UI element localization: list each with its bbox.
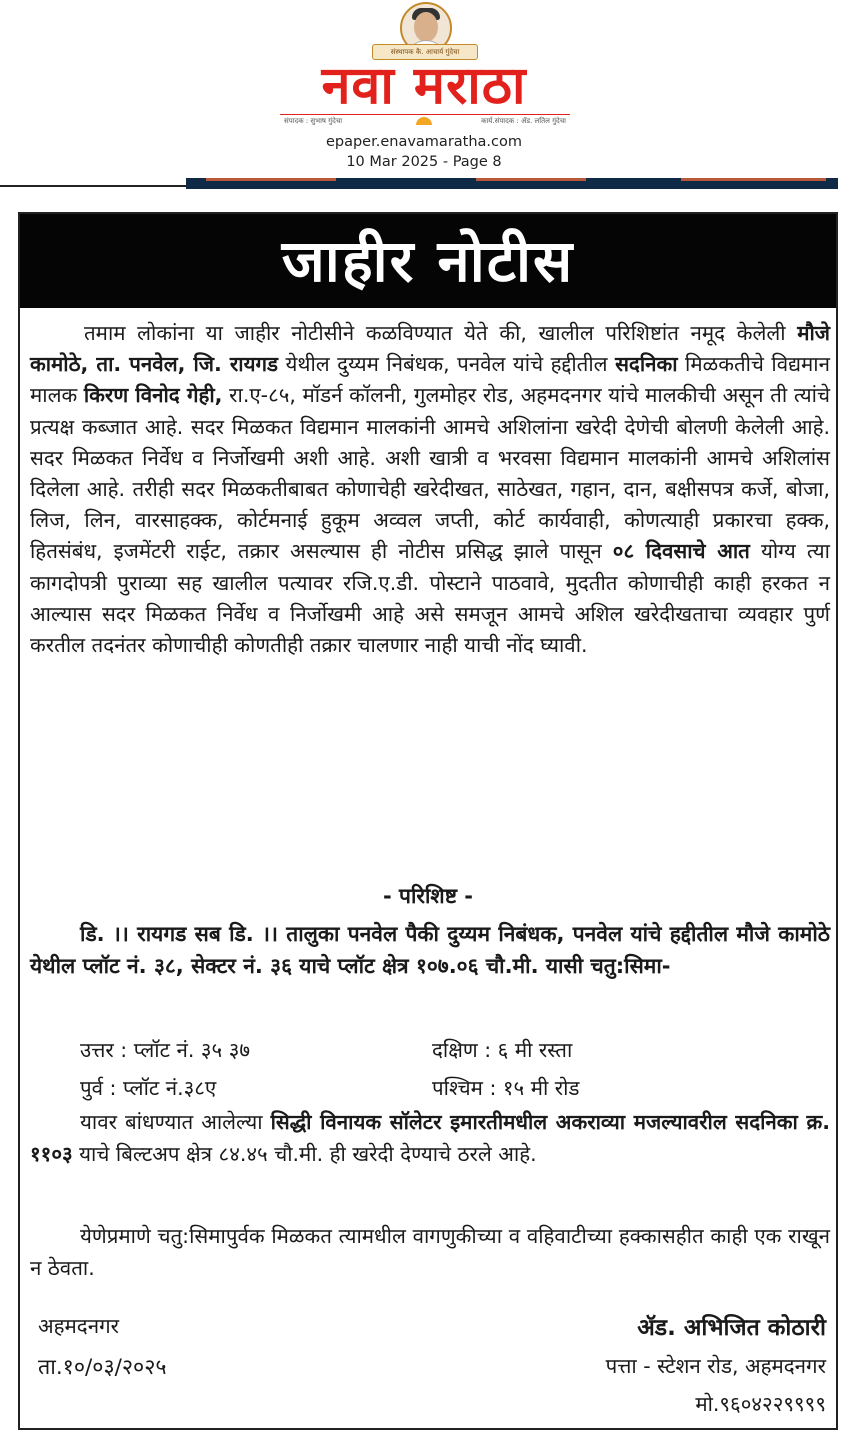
founder-ribbon: संस्थापक कै. आचार्य गुंदेचा (372, 44, 478, 60)
property-type: सदनिका (615, 352, 678, 377)
body-text-2: येथील दुय्यम निबंधक, पनवेल यांचे हद्दीतील (285, 352, 608, 377)
closing-statement: येणेप्रमाणे चतु:सिमापुर्वक मिळकत त्यामधील वागणुकीच्या व वहिवाटीच्या हक्कासहीत काही एक राखून न ठेवता. (30, 1224, 830, 1280)
exec-editor-name: कार्य.संपादक : ॲड. लतिल गुंदेचा (481, 117, 566, 125)
annexure-description: डि. ।। रायगड सब डि. ।। तालुका पनवेल पैकी दुय्यम निबंधक, पनवेल यांचे हद्दीतील मौजे कामोठे येथील प्लॉट नं. ३८, सेक्टर नं. ३६ याचे प्लॉट क्षेत्र १०७.०६ चौ.मी. यासी चतु:सिमा- (30, 922, 830, 978)
public-notice (18, 212, 838, 1430)
header-rule (0, 185, 186, 187)
flat-text-1: यावर बांधण्यात आलेल्या (80, 1110, 263, 1134)
footer-date: ता.१०/०३/२०२५ (38, 1355, 167, 1380)
flat-text-2: याचे बिल्टअप क्षेत्र ८४.४५ चौ.मी. ही खरेदी देण्याचे ठरले आहे. (79, 1142, 537, 1166)
notice-body (30, 318, 830, 661)
annexure-title: - परिशिष्ट - (383, 884, 473, 908)
body-text-3: मिळकतीचे विद्यमान मालक (30, 352, 830, 408)
body-text-1: तमाम लोकांना या जाहीर नोटीसीने कळविण्यात येते की, खालील परिशिष्टांत नमूद केलेली (84, 321, 786, 345)
editor-strip (280, 114, 570, 127)
boundary-east: पुर्व : प्लॉट नं.३८ए (80, 1076, 217, 1100)
portrait-face (414, 12, 438, 42)
building-flat-name: सिद्धी विनायक सॉलेटर इमारतीमधील अकराव्या मजल्यावरील सदनिका क्र. ११०३ (30, 1110, 830, 1166)
property-location: मौजे कामोठे, ता. पनवेल, जि. रायगड (30, 321, 830, 377)
body-text-5: योग्य त्या कागदोपत्री पुराव्या सह खालील पत्यावर रजि.ए.डी. पोस्टाने पाठवावे, मुदतीत कोणाचीही काही हरकत न आल्यास सदर मिळकत निर्वेध व निर्जोखमी आहे असे समजून आमचे अशिल खरेदीखताचा व्यवहार पुर्ण करतील तदनंतर कोणाचीही कोणतीही तक्रार चालणार नाही याची नोंद घ्यावी. (30, 539, 830, 658)
advocate-address: पत्ता - स्टेशन रोड, अहमदनगर (605, 1354, 826, 1378)
boundary-north: उत्तर : प्लॉट नं. ३५ ३७ (80, 1038, 251, 1062)
sun-icon (416, 117, 432, 125)
epaper-url: epaper.enavamaratha.com (325, 134, 523, 150)
editor-name: संपादक : सुभाष गुंदेचा (284, 117, 343, 125)
notice-title: जाहीर नोटीस (20, 214, 836, 308)
body-text-4: रा.ए-८५, मॉडर्न कॉलनी, गुलमोहर रोड, अहमदनगर यांचे मालकीची असून ती त्यांचे प्रत्यक्ष कब्जात आहे. सदर मिळकत विद्यमान मालकांनी आमचे अशिलांना खरेदी देणेची बोलणी केलेली आहे. सदर मिळकत निर्वेध व निर्जोखमी अशी आहे. अशी खात्री व भरवसा विद्यमान मालकांनी आमचे अशिलांस दिलेला आहे. तरीही सदर मिळकतीबाबत कोणाचेही खरेदीखत, साठेखत, गहान, दान, बक्षीसपत्र कर्जे, बोजा, लिज, लिन, वारसाहक्क, कोर्टमनाई हुकूम अव्वल जप्ती, कोर्ट कार्यवाही, कोणत्याही प्रकारचा हक्क, हितसंबंध, इजमेंटरी राईट, तक्रार असल्यास ही नोटीस प्रसिद्ध झाले पासून (30, 383, 830, 564)
objection-period: ०८ दिवसाचे आत (612, 539, 750, 564)
newspaper-logo: नवा मराठा (321, 56, 527, 116)
edition-date: 10 Mar 2025 - Page 8 (346, 154, 502, 170)
footer-city: अहमदनगर (38, 1314, 119, 1338)
boundary-west: पश्चिम : १५ मी रोड (432, 1076, 580, 1100)
owner-name: किरण विनोद गेही, (83, 383, 223, 408)
header-band (186, 178, 838, 189)
flat-details (30, 1106, 830, 1170)
newspaper-masthead (0, 0, 848, 190)
advocate-name: ॲड. अभिजित कोठारी (637, 1315, 826, 1341)
boundary-south: दक्षिण : ६ मी रस्ता (432, 1038, 573, 1062)
advocate-mobile: मो.९६०४२२९९९९ (695, 1392, 826, 1416)
